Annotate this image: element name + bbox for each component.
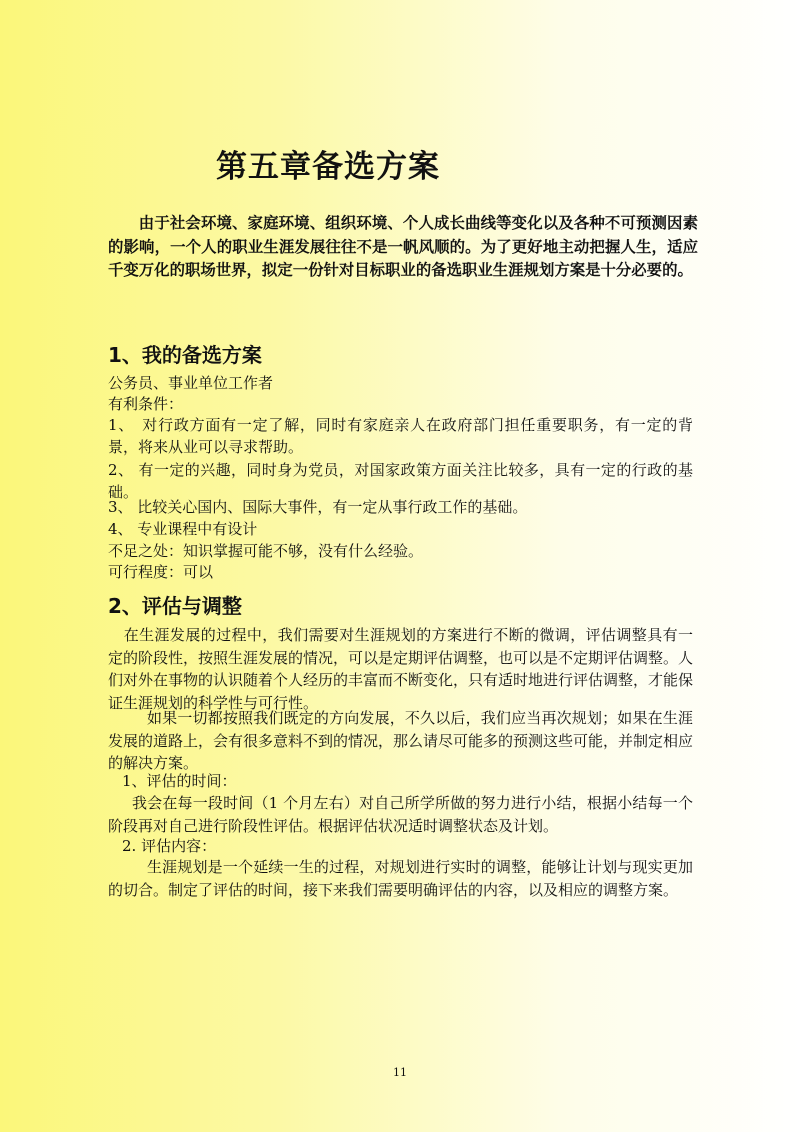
advantage-item-4: 4、 专业课程中有设计	[108, 520, 258, 538]
shortcoming-text: 不足之处：知识掌握可能不够，没有什么经验。	[108, 542, 424, 560]
section-heading-evaluation: 2、评估与调整	[108, 594, 242, 618]
advantage-item-3: 3、 比较关心国内、国际大事件，有一定从事行政工作的基础。	[108, 498, 528, 516]
intro-paragraph: 由于社会环境、家庭环境、组织环境、个人成长曲线等变化以及各种不可预测因素的影响，一个人的职业生涯发展往往不是一帆风顺的。为了更好地主动把握人生，适应千变万化的职场世界，拟定一份针对目标职业的备选职业生涯规划方案是十分必要的。	[108, 214, 698, 279]
advantage-item-2: 2、 有一定的兴趣，同时身为党员，对国家政策方面关注比较多，具有一定的行政的基础。	[108, 461, 693, 501]
evaluation-time-label: 1、评估的时间：	[122, 772, 237, 790]
evaluation-content-text: 生涯规划是一个延续一生的过程，对规划进行实时的调整，能够让计划与现实更加的切合。制定了评估的时间，接下来我们需要明确评估的内容，以及相应的调整方案。	[108, 858, 693, 899]
page-number: 11	[393, 1066, 407, 1079]
advantages-label: 有利条件：	[108, 395, 184, 413]
chapter-title: 第五章备选方案	[216, 149, 440, 185]
advantage-item-1: 1、 对行政方面有一定了解，同时有家庭亲人在政府部门担任重要职务，有一定的背景，将来从业可以寻求帮助。	[108, 416, 693, 456]
evaluation-paragraph-1: 在生涯发展的过程中，我们需要对生涯规划的方案进行不断的微调，评估调整具有一定的阶段性，按照生涯发展的情况，可以是定期评估调整，也可以是不定期评估调整。人们对外在事物的认识随着个人经历的丰富而不断变化，只有适时地进行评估调整，才能保证生涯规划的科学性与可行性。	[108, 626, 694, 712]
feasibility-text: 可行程度：可以	[108, 563, 214, 581]
evaluation-time-text: 我会在每一段时间（1 个月左右）对自己所学所做的努力进行小结，根据小结每一个阶段再对自己进行阶段性评估。根据评估状况适时调整状态及计划。	[108, 794, 693, 835]
alternative-option: 公务员、事业单位工作者	[108, 374, 274, 392]
evaluation-content-label: 2. 评估内容：	[122, 837, 217, 855]
evaluation-paragraph-2: 如果一切都按照我们既定的方向发展，不久以后，我们应当再次规划；如果在生涯发展的道路上，会有很多意料不到的情况，那么请尽可能多的预测这些可能，并制定相应的解决方案。	[108, 709, 694, 773]
section-heading-alternative-plan: 1、我的备选方案	[108, 343, 262, 367]
